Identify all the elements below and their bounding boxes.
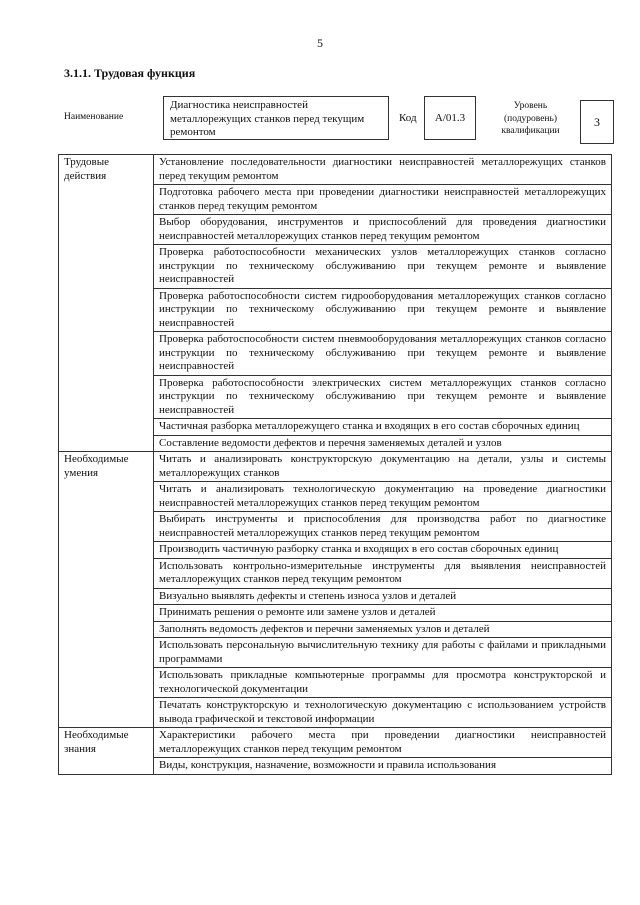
table-cell-item: Заполнять ведомость дефектов и перечни заменяемых узлов и деталей — [154, 621, 612, 638]
function-table — [58, 154, 612, 775]
name-label: Наименование — [64, 112, 124, 122]
table-cell-item: Составление ведомости дефектов и перечня заменяемых деталей и узлов — [154, 435, 612, 452]
table-cell-item: Виды, конструкция, назначение, возможности и правила использования — [154, 758, 612, 775]
section-label: Необходимые умения — [59, 452, 154, 728]
function-name-value: Диагностика неисправностей металлорежущих станков перед текущим ремонтом — [163, 96, 389, 140]
section-title: 3.1.1. Трудовая функция — [64, 66, 196, 80]
table-cell-item: Использовать контрольно-измерительные инструменты для выявления неисправностей металлорежущих станков перед текущим ремонтом — [154, 558, 612, 588]
table-cell-item: Проверка работоспособности электрических систем металлорежущих станков согласно инструкции по техническому обслуживанию при текущем ремонте и выявление неисправностей — [154, 375, 612, 419]
table-cell-item: Использовать прикладные компьютерные программы для просмотра конструкторской и технологической документации — [154, 668, 612, 698]
table-cell-item: Выбор оборудования, инструментов и приспособлений для проведения диагностики неисправностей металлорежущих станков перед текущим ремонтом — [154, 215, 612, 245]
table-cell-item: Подготовка рабочего места при проведении диагностики неисправностей металлорежущих станков перед текущим ремонтом — [154, 185, 612, 215]
table-cell-item: Читать и анализировать технологическую документацию на проведение диагностики неисправностей металлорежущих станков перед текущим ремонтом — [154, 482, 612, 512]
table-row — [59, 728, 612, 758]
table-cell-item: Установление последовательности диагностики неисправностей металлорежущих станков перед текущим ремонтом — [154, 155, 612, 185]
page-number: 5 — [317, 36, 323, 50]
table-cell-item: Проверка работоспособности механических узлов металлорежущих станков согласно инструкции по техническому обслуживанию при текущем ремонте и выявление неисправностей — [154, 245, 612, 289]
section-label: Необходимые знания — [59, 728, 154, 775]
code-label: Код — [399, 112, 417, 124]
table-cell-item: Проверка работоспособности систем гидрооборудования металлорежущих станков согласно инструкции по техническому обслуживанию при текущем ремонте и выявление неисправностей — [154, 288, 612, 332]
qualification-level-label: Уровень (подуровень) квалификации — [501, 101, 560, 136]
section-label: Трудовые действия — [59, 155, 154, 452]
table-cell-item: Частичная разборка металлорежущего станка и входящих в его состав сборочных единиц — [154, 419, 612, 436]
table-cell-item: Визуально выявлять дефекты и степень износа узлов и деталей — [154, 588, 612, 605]
table-cell-item: Производить частичную разборку станка и входящих в его состав сборочных единиц — [154, 542, 612, 559]
table-row — [59, 155, 612, 185]
table-cell-item: Характеристики рабочего места при проведении диагностики неисправностей металлорежущих станков перед текущим ремонтом — [154, 728, 612, 758]
table-cell-item: Печатать конструкторскую и технологическую документацию с использованием устройств вывода графической и текстовой информации — [154, 698, 612, 728]
qualification-level-value: 3 — [580, 100, 614, 144]
table-cell-item: Выбирать инструменты и приспособления для производства работ по диагностике неисправностей металлорежущих станков перед текущим ремонтом — [154, 512, 612, 542]
table-cell-item: Читать и анализировать конструкторскую документацию на детали, узлы и системы металлорежущих станков — [154, 452, 612, 482]
table-cell-item: Использовать персональную вычислительную технику для работы с файлами и прикладными программами — [154, 638, 612, 668]
code-value: А/01.3 — [424, 96, 476, 140]
table-cell-item: Принимать решения о ремонте или замене узлов и деталей — [154, 605, 612, 622]
table-row — [59, 452, 612, 482]
table-cell-item: Проверка работоспособности систем пневмооборудования металлорежущих станков согласно инструкции по техническому обслуживанию при текущем ремонте и выявление неисправностей — [154, 332, 612, 376]
